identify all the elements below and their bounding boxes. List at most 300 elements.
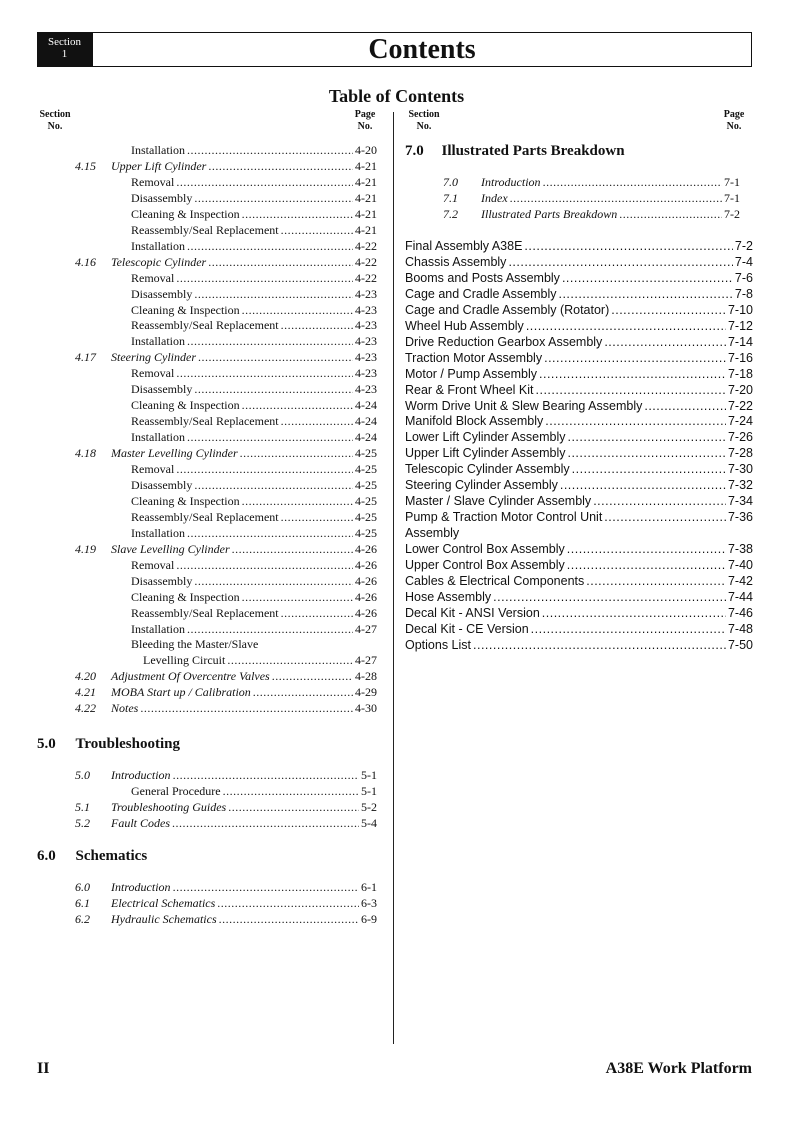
left-section-label: Section [39,109,71,120]
toc-entry [131,398,377,412]
parts-list-item [405,478,753,492]
parts-item-title: Options List [405,637,472,652]
toc-entry-title: Removal [131,462,175,476]
toc-leader-dots [611,303,726,317]
toc-entry-page: 4-25 [355,525,377,540]
toc-entry-title: Installation [131,334,185,349]
parts-item-page: 7-4 [734,254,753,269]
parts-list-item [405,462,753,476]
toc-leader-dots [172,816,359,830]
toc-leader-dots [187,334,353,348]
toc-entry [131,606,377,620]
parts-list-item [405,574,753,588]
parts-item-title: Rear & Front Wheel Kit [405,382,534,397]
toc-heading: Table of Contents [328,86,465,106]
toc-entry-title: Slave Levelling Cylinder [111,541,230,556]
toc-entry [75,350,377,365]
parts-item-title: Booms and Posts Assembly [405,270,560,285]
toc-entry-title: Telescopic Cylinder [111,254,207,269]
toc-entry [75,254,377,269]
section-5-heading [37,736,180,753]
left-section-header [35,109,75,133]
parts-list-item [405,510,753,524]
toc-entry-title: Adjustment Of Overcentre Valves [111,669,270,684]
parts-item-page: 7-40 [727,558,753,572]
section-badge-label: Section [48,36,81,48]
parts-item-page: 7-24 [727,414,753,429]
toc-entry [131,143,377,157]
parts-list-item [405,526,753,540]
toc-leader-dots [242,398,353,412]
toc-entry [131,462,377,476]
toc-entry-title: Introduction [111,880,171,894]
toc-entry-title: Levelling Circuit [143,653,226,668]
parts-item-page: 7-18 [727,366,753,381]
right-section-no-label: No. [416,121,432,132]
parts-list-item [405,606,753,620]
toc-entry [131,318,377,332]
toc-entry [131,207,377,221]
toc-entry [131,510,377,524]
toc-entry-page: 4-22 [355,254,377,269]
parts-item-page: 7-42 [727,573,753,588]
toc-leader-dots [508,255,732,269]
toc-leader-dots [208,159,353,173]
toc-leader-dots [542,606,726,620]
toc-entry [131,574,377,588]
column-divider [393,112,394,1044]
parts-item-page: 7-10 [727,302,753,317]
toc-entry-number: 7.0 [443,175,458,189]
toc-entry-title: Cleaning & Inspection [131,589,240,604]
toc-entry-title: Installation [131,143,185,157]
toc-entry-title: Disassembly [131,477,193,492]
toc-entry-number: 4.18 [75,446,96,461]
toc-entry-page: 7-1 [724,175,740,189]
parts-item-page: 7-20 [727,382,753,397]
toc-leader-dots [545,414,726,428]
toc-entry-page: 4-29 [355,685,377,700]
toc-leader-dots [194,287,353,301]
toc-entry-page: 5-1 [361,768,377,782]
parts-list-item [405,271,753,285]
toc-leader-dots [560,478,726,492]
parts-item-title: Pump & Traction Motor Control Unit [405,510,603,525]
toc-entry-number: 4.22 [75,701,96,716]
toc-entry-page: 4-25 [355,493,377,508]
parts-item-title: Upper Control Box Assembly [405,558,565,572]
toc-entry-title: Fault Codes [111,816,170,830]
toc-entry [131,526,377,540]
toc-entry-title: Steering Cylinder [111,350,196,365]
toc-leader-dots [227,653,353,667]
toc-entry [131,239,377,253]
toc-entry-page: 4-21 [355,190,377,205]
toc-entry-page: 4-23 [355,382,377,397]
toc-entry-page: 4-20 [355,143,377,157]
toc-entry-page: 4-23 [355,302,377,317]
toc-entry-number: 4.20 [75,669,96,684]
parts-item-title: Traction Motor Assembly [405,350,543,365]
toc-leader-dots [176,462,353,476]
toc-leader-dots [531,622,726,636]
toc-leader-dots [208,255,353,269]
toc-entry-title: Cleaning & Inspection [131,398,240,413]
parts-item-page: 7-34 [727,494,753,509]
toc-entry [75,541,377,556]
toc-entry-page: 4-24 [355,414,377,429]
toc-entry [75,768,377,782]
toc-entry-number: 5.0 [75,768,90,782]
toc-entry-page: 4-26 [355,573,377,588]
toc-entry-number: 7.1 [443,191,458,205]
toc-entry-number: 5.2 [75,816,90,830]
toc-entry-number: 5.1 [75,800,90,814]
toc-leader-dots [281,223,353,237]
toc-leader-dots [242,590,353,604]
toc-leader-dots [217,896,359,910]
toc-entry [75,158,377,173]
toc-leader-dots [510,191,722,205]
toc-leader-dots [223,784,359,798]
toc-entry-title: Electrical Schematics [111,896,216,910]
toc-leader-dots [281,414,353,428]
parts-item-title: Motor / Pump Assembly [405,366,537,381]
toc-entry-number: 4.17 [75,350,96,365]
toc-entry-title: Bleeding the Master/Slave [131,637,259,652]
section-badge [37,32,92,67]
parts-item-page: 7-2 [734,239,753,253]
toc-entry-page: 4-21 [355,222,377,237]
parts-item-page: 7-6 [734,270,753,285]
toc-entry-title: Reassembly/Seal Replacement [131,414,279,429]
section-6-heading [37,848,147,865]
left-page-header [345,109,385,133]
toc-entry-number: 4.21 [75,685,96,700]
toc-entry-title: Installation [131,525,185,540]
toc-entry [131,590,377,604]
parts-item-title: Hose Assembly [405,589,492,604]
section-7-number: 7.0 [405,143,424,159]
toc-leader-dots [198,350,353,364]
parts-item-title: Steering Cylinder Assembly [405,478,558,493]
toc-entry [75,816,377,830]
toc-entry-page: 4-23 [355,350,377,365]
toc-leader-dots [176,271,353,285]
right-section-header [404,109,444,133]
parts-item-page: 7-32 [727,478,753,493]
toc-leader-dots [219,912,359,926]
toc-leader-dots [187,143,353,157]
toc-leader-dots [240,446,353,460]
toc-entry [75,800,377,814]
toc-entry-page: 4-23 [355,286,377,301]
toc-leader-dots [562,271,733,285]
toc-leader-dots [242,303,353,317]
parts-item-title: Drive Reduction Gearbox Assembly [405,334,603,349]
toc-entry [131,494,377,508]
toc-leader-dots [281,318,353,332]
toc-entry-page: 7-1 [724,191,740,205]
toc-entry-title: Troubleshooting Guides [111,800,227,814]
toc-entry-page: 4-21 [355,158,377,173]
parts-item-page: 7-48 [727,621,753,636]
toc-entry-page: 4-21 [355,174,377,189]
parts-item-title: Decal Kit - ANSI Version [405,605,540,620]
parts-item-page: 7-30 [727,462,753,477]
toc-entry [131,303,377,317]
toc-entry [131,558,377,572]
parts-item-title: Final Assembly A38E [405,239,523,253]
parts-list-item [405,351,753,365]
toc-leader-dots [526,319,726,333]
toc-entry [131,287,377,301]
toc-entry-page: 4-22 [355,238,377,253]
toc-entry-title: Disassembly [131,573,193,588]
parts-item-title: Cage and Cradle Assembly [405,286,557,301]
toc-entry-page: 4-26 [355,557,377,572]
toc-entry-title: General Procedure [131,784,221,798]
section-5-number: 5.0 [37,736,56,752]
toc-entry-number: 6.1 [75,896,90,910]
parts-list-item [405,638,753,652]
toc-entry-page: 4-23 [355,318,377,333]
toc-entry [75,446,377,461]
toc-leader-dots [173,768,359,782]
toc-entry-title: Disassembly [131,190,193,205]
parts-item-page: 7-12 [727,318,753,333]
toc-entry [131,784,377,798]
toc-leader-dots [544,351,726,365]
toc-leader-dots [253,685,353,699]
toc-entry [131,191,377,205]
toc-entry-page: 4-27 [355,621,377,636]
parts-list-item [405,367,753,381]
toc-leader-dots [473,638,726,652]
parts-item-title: Upper Lift Cylinder Assembly [405,446,566,461]
toc-leader-dots [194,191,353,205]
parts-item-title: Chassis Assembly [405,254,507,269]
toc-entry [131,478,377,492]
toc-entry-page: 5-1 [361,784,377,798]
parts-item-page: 7-14 [727,334,753,349]
toc-leader-dots [604,510,726,524]
toc-entry-title: Cleaning & Inspection [131,302,240,317]
parts-item-page: 7-36 [727,510,753,525]
toc-leader-dots [187,622,353,636]
parts-item-title: Telescopic Cylinder Assembly [405,462,570,477]
parts-item-page: 7-38 [727,542,753,557]
parts-item-page: 7-28 [727,446,753,461]
toc-leader-dots [539,367,726,381]
toc-entry-number: 4.15 [75,158,96,173]
toc-leader-dots [187,430,353,444]
toc-leader-dots [187,239,353,253]
toc-entry-page: 6-3 [361,896,377,910]
toc-entry-page: 4-30 [355,701,377,716]
toc-leader-dots [567,430,725,444]
toc-entry-title: Introduction [111,768,171,782]
left-section-no-label: No. [47,121,63,132]
toc-entry-title: Disassembly [131,382,193,397]
toc-leader-dots [194,574,353,588]
toc-entry-title: Reassembly/Seal Replacement [131,222,279,237]
parts-item-title: Lower Control Box Assembly [405,542,565,557]
parts-list-item [405,494,753,508]
parts-list-item [405,590,753,604]
footer-page-number: II [37,1060,50,1077]
parts-item-title: Cables & Electrical Components [405,573,585,588]
toc-leader-dots [194,478,353,492]
toc-entry-title: Hydraulic Schematics [111,912,217,926]
toc-leader-dots [572,462,726,476]
parts-item-page: 7-50 [727,637,753,652]
parts-item-page: 7-16 [727,350,753,365]
toc-entry [75,880,377,894]
parts-item-title: Lower Lift Cylinder Assembly [405,430,566,445]
toc-entry [75,669,377,684]
toc-leader-dots [232,542,353,556]
toc-entry-page: 4-25 [355,477,377,492]
toc-entry-page: 4-22 [355,270,377,285]
parts-item-title: Worm Drive Unit & Slew Bearing Assembly [405,398,643,413]
toc-entry-number: 6.0 [75,880,90,894]
toc-entry-page: 4-23 [355,366,377,381]
toc-entry-page: 6-9 [361,912,377,926]
toc-entry-page: 4-24 [355,430,377,445]
toc-entry-title: Disassembly [131,286,193,301]
toc-leader-dots [242,207,353,221]
toc-entry [443,175,740,189]
parts-list-item [405,622,753,636]
toc-entry [443,191,740,205]
toc-leader-dots [593,494,726,508]
footer-document-title: A38E Work Platform [605,1060,752,1077]
parts-list-item [405,383,753,397]
toc-entry-number: 7.2 [443,207,458,221]
parts-list-item [405,239,753,253]
toc-leader-dots [567,542,726,556]
toc-entry-page: 4-26 [355,605,377,620]
parts-item-page: 7-22 [727,398,753,413]
toc-entry-title: Installation [131,621,185,636]
parts-list-item [405,430,753,444]
toc-leader-dots [567,446,725,460]
toc-entry-title: Installation [131,238,185,253]
toc-leader-dots [272,669,353,683]
parts-list-item [405,399,753,413]
toc-leader-dots [586,574,726,588]
toc-entry [131,414,377,428]
parts-item-page: 7-8 [734,286,753,301]
toc-leader-dots [604,335,726,349]
toc-entry-number: 6.2 [75,912,90,926]
toc-entry-title: Cleaning & Inspection [131,206,240,221]
toc-leader-dots [176,175,353,189]
toc-entry [131,366,377,380]
toc-entry [131,271,377,285]
toc-leader-dots [176,558,353,572]
toc-entry-page: 4-28 [355,669,377,684]
section-5-title: Troubleshooting [75,736,180,752]
toc-entry-title: Reassembly/Seal Replacement [131,318,279,333]
toc-entry [75,912,377,926]
toc-entry [131,223,377,237]
toc-entry [143,653,377,667]
parts-item-page: 7-46 [727,605,753,620]
page-title: Contents [92,32,752,67]
toc-entry-title: Reassembly/Seal Replacement [131,605,279,620]
toc-entry [75,685,377,700]
toc-entry-title: Upper Lift Cylinder [111,158,207,173]
toc-entry [131,430,377,444]
toc-entry-title: Removal [131,557,175,572]
parts-list-item [405,335,753,349]
toc-entry-page: 4-21 [355,206,377,221]
section-6-title: Schematics [75,848,148,864]
toc-leader-dots [524,239,733,253]
toc-entry-title: Removal [131,270,175,285]
toc-entry-page: 5-4 [361,816,377,830]
toc-entry [443,207,740,221]
right-page-header [714,109,754,133]
toc-entry-page: 7-2 [724,207,740,221]
parts-list-item [405,558,753,572]
parts-item-title: Cage and Cradle Assembly (Rotator) [405,302,610,317]
toc-entry-page: 4-25 [355,462,377,476]
left-page-no-label: No. [357,121,373,132]
parts-list-item [405,255,753,269]
toc-entry [131,382,377,396]
toc-entry-title: Removal [131,174,175,189]
toc-entry-page: 4-27 [355,653,377,668]
toc-leader-dots [173,880,359,894]
toc-entry-title: Index [481,191,508,205]
toc-entry-page: 4-24 [355,398,377,413]
parts-item-title: Manifold Block Assembly [405,414,544,429]
parts-item-title: Assembly [405,526,460,541]
section-7-title: Illustrated Parts Breakdown [441,143,625,159]
parts-item-page: 7-44 [727,589,753,604]
toc-leader-dots [281,606,353,620]
toc-entry [131,622,377,636]
toc-entry-page: 4-26 [355,541,377,556]
parts-list-item [405,446,753,460]
toc-leader-dots [140,701,353,715]
parts-item-title: Wheel Hub Assembly [405,318,524,333]
toc-entry-number: 4.16 [75,254,96,269]
right-section-label: Section [408,109,440,120]
toc-entry-page: 4-25 [355,446,377,461]
left-page-label: Page [354,109,376,120]
parts-list-item [405,414,753,428]
toc-entry [131,175,377,189]
parts-list-item [405,319,753,333]
right-page-no-label: No. [726,121,742,132]
toc-leader-dots [493,590,726,604]
toc-entry [75,701,377,716]
toc-entry-title: Master Levelling Cylinder [111,446,238,461]
toc-entry-title: Illustrated Parts Breakdown [481,207,618,221]
right-page-label: Page [723,109,745,120]
parts-item-title: Master / Slave Cylinder Assembly [405,494,592,509]
toc-leader-dots [536,383,726,397]
section-7-heading [405,143,625,160]
toc-leader-dots [644,399,726,413]
toc-entry-title: Reassembly/Seal Replacement [131,509,279,524]
toc-leader-dots [242,494,353,508]
toc-entry-page: 4-25 [355,509,377,524]
